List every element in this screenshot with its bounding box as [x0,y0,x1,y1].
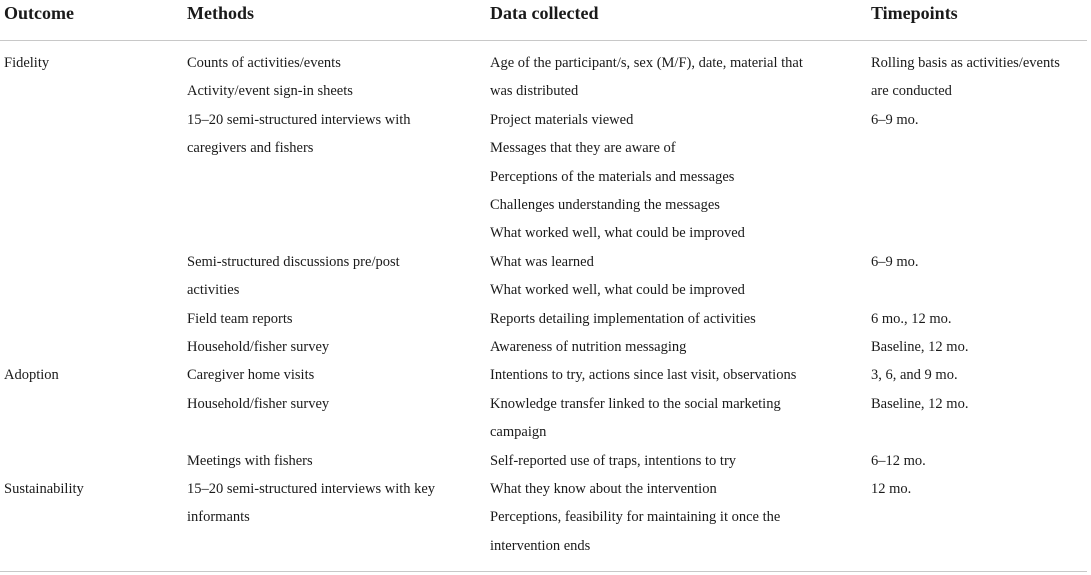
cell-outcome: Adoption [4,367,59,384]
cell-data-collected: campaign [490,424,547,441]
cell-data-collected: Perceptions, feasibility for maintaining it once the [490,509,781,526]
cell-timepoints: 6 mo., 12 mo. [871,310,952,327]
cell-timepoints: are conducted [871,83,952,100]
cell-outcome: Fidelity [4,55,50,71]
cell-methods: Field team reports [187,310,293,327]
header-data-collected: Data collected [490,3,599,23]
cell-data-collected: What they know about the intervention [490,481,717,497]
cell-data-collected: What worked well, what could be improved [490,225,745,242]
cell-data-collected: Project materials viewed [490,111,634,128]
cell-data-collected: Challenges understanding the messages [490,197,720,213]
cell-data-collected: intervention ends [490,537,591,554]
cell-methods: 15–20 semi-structured interviews with key [187,481,436,497]
cell-methods: caregivers and fishers [187,140,314,157]
cell-methods: Household/fisher survey [187,339,330,355]
header-methods: Methods [187,3,254,23]
cell-methods: Counts of activities/events [187,55,341,71]
cell-methods: informants [187,509,250,526]
cell-methods: Meetings with fishers [187,452,313,469]
header-timepoints: Timepoints [871,3,958,23]
cell-methods: Activity/event sign-in sheets [187,83,353,100]
header-outcome: Outcome [4,3,74,23]
cell-timepoints: 3, 6, and 9 mo. [871,367,958,384]
cell-timepoints: Baseline, 12 mo. [871,395,969,412]
cell-data-collected: Intentions to try, actions since last visit, observations [490,367,797,384]
cell-timepoints: Baseline, 12 mo. [871,339,969,355]
cell-data-collected: Messages that they are aware of [490,140,676,157]
cell-timepoints: 6–9 mo. [871,111,919,128]
header-divider [0,40,1087,41]
cell-timepoints: Rolling basis as activities/events [871,55,1060,71]
cell-methods: 15–20 semi-structured interviews with [187,111,411,128]
cell-data-collected: was distributed [490,83,579,100]
cell-data-collected: Perceptions of the materials and messages [490,168,735,185]
cell-outcome: Sustainability [4,481,84,497]
table-header [0,0,1091,40]
cell-data-collected: What worked well, what could be improved [490,282,745,299]
cell-methods: Household/fisher survey [187,395,330,412]
cell-timepoints: 6–9 mo. [871,253,919,270]
table-bottom-divider [0,571,1087,572]
cell-timepoints: 12 mo. [871,481,912,497]
cell-data-collected: Awareness of nutrition messaging [490,339,687,355]
cell-methods: Caregiver home visits [187,367,315,384]
cell-methods: Semi-structured discussions pre/post [187,253,400,270]
cell-data-collected: What was learned [490,253,594,270]
cell-data-collected: Self-reported use of traps, intentions to try [490,452,737,469]
cell-data-collected: Knowledge transfer linked to the social marketing [490,395,781,412]
cell-methods: activities [187,282,240,299]
cell-data-collected: Age of the participant/s, sex (M/F), date, material that [490,55,803,71]
cell-timepoints: 6–12 mo. [871,452,926,469]
cell-data-collected: Reports detailing implementation of activities [490,310,756,327]
